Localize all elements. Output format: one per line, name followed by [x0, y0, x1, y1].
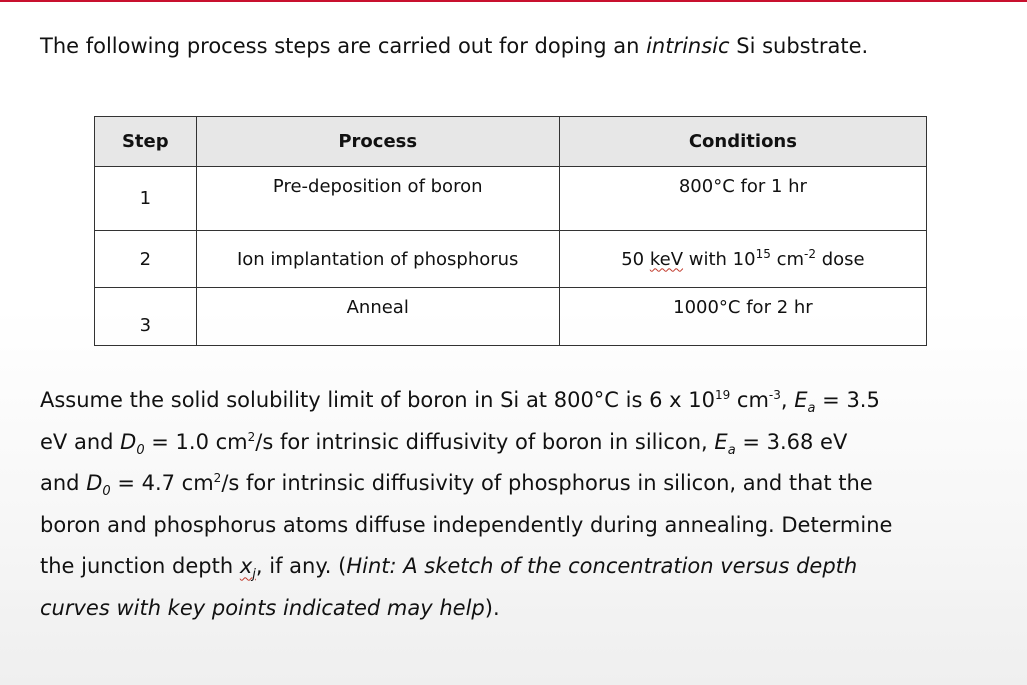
table-row: [95, 167, 927, 231]
paragraph-line: Assume the solid solubility limit of boron in Si at 800°C is 6 x $10^{19}$ $cm^{-3}$, $E_a = 3.5$: [40, 388, 880, 417]
conditions-cell: 50 keV with $10^{15}$ $cm^{-2}$ dose: [559, 231, 926, 288]
process-steps-table: [94, 116, 927, 346]
table-header-row: [95, 117, 927, 167]
paragraph-line: the junction depth $x_j$, if any. (Hint: A sketch of the concentration versus depth: [40, 554, 858, 583]
top-accent-rule: [0, 0, 1027, 2]
header-conditions: Conditions: [559, 117, 926, 167]
header-process: Process: [196, 117, 559, 167]
paragraph-line: boron and phosphorus atoms diffuse independently during annealing. Determine: [40, 512, 893, 537]
conditions-cell: 800°C for 1 hr: [559, 167, 926, 231]
paragraph-line: eV and $D_0 = 1.0$ $cm^2/s$ for intrinsic diffusivity of boron in silicon, $E_a = 3.68$ eV: [40, 429, 848, 458]
conditions-cell: 1000°C for 2 hr: [559, 288, 926, 346]
header-step: Step: [95, 117, 197, 167]
table-row: [95, 231, 927, 288]
process-cell: Anneal: [196, 288, 559, 346]
paragraph-line: curves with key points indicated may help).: [40, 595, 500, 620]
intro-sentence: The following process steps are carried out for doping an intrinsic Si substrate.: [40, 34, 869, 58]
paragraph-line: and $D_0 = 4.7$ $cm^2/s$ for intrinsic diffusivity of phosphorus in silicon, and that the: [40, 471, 873, 500]
process-cell: Pre-deposition of boron: [196, 167, 559, 231]
table-row: [95, 288, 927, 346]
step-cell: 3: [95, 288, 197, 346]
process-cell: Ion implantation of phosphorus: [196, 231, 559, 288]
problem-paragraph: [40, 380, 1000, 630]
step-cell: 2: [95, 231, 197, 288]
step-cell: 1: [95, 167, 197, 231]
